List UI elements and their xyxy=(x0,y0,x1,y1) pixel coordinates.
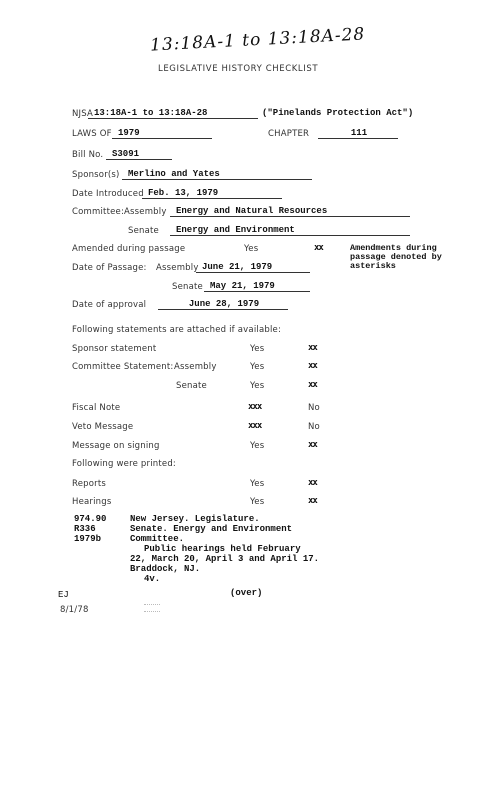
catalog-line: Braddock, NJ. xyxy=(130,564,201,574)
amended-note-1: Amendments during xyxy=(350,243,437,253)
statement-mark: No xyxy=(308,403,320,413)
call-number: 1979b xyxy=(74,534,102,544)
statement-mark: xx xyxy=(308,361,317,371)
statement-label: Fiscal Note xyxy=(72,403,121,413)
printed-mark: xx xyxy=(308,478,317,488)
footer-initials: EJ xyxy=(58,590,69,600)
catalog-line: New Jersey. Legislature. xyxy=(130,514,260,524)
printed-yes: Yes xyxy=(250,479,265,489)
njsa-label: NJSA xyxy=(72,109,94,119)
bill-label: Bill No. xyxy=(72,150,104,160)
sponsor-label: Sponsor(s) xyxy=(72,170,120,180)
statements-intro: Following statements are attached if available: xyxy=(72,325,282,335)
printed-label: Reports xyxy=(72,479,107,489)
over-note: (over) xyxy=(230,588,263,598)
catalog-line: 4v. xyxy=(144,574,161,584)
printed-mark: xx xyxy=(308,496,317,506)
statement-yes: Yes xyxy=(250,441,265,451)
statement-yes: xxx xyxy=(248,421,262,431)
call-number: 974.90 xyxy=(74,514,107,524)
printed-intro: Following were printed: xyxy=(72,459,176,469)
laws-of-label: LAWS OF xyxy=(72,129,112,139)
statement-sub: Senate xyxy=(176,381,207,391)
catalog-line: Senate. Energy and Environment xyxy=(130,524,293,534)
statement-yes: Yes xyxy=(250,344,265,354)
chapter-value: 111 xyxy=(318,128,398,139)
passage-senate-value: May 21, 1979 xyxy=(204,281,310,292)
committee-senate-label: Senate xyxy=(128,226,159,236)
page-title: LEGISLATIVE HISTORY CHECKLIST xyxy=(158,64,319,74)
footer-date: 8/1/78 xyxy=(60,605,89,615)
printed-label: Hearings xyxy=(72,497,112,507)
amended-note-2: passage denoted by xyxy=(350,252,442,262)
passage-label: Date of Passage: xyxy=(72,263,147,273)
printed-yes: Yes xyxy=(250,497,265,507)
catalog-line: 22, March 20, April 3 and April 17. xyxy=(130,554,320,564)
smudge-mark xyxy=(144,604,160,612)
statement-label: Veto Message xyxy=(72,422,134,432)
passage-assembly-value: June 21, 1979 xyxy=(196,262,310,273)
laws-of-value: 1979 xyxy=(112,128,212,139)
statement-sub: Assembly xyxy=(174,362,217,372)
chapter-label: CHAPTER xyxy=(268,129,310,139)
catalog-line: Committee. xyxy=(130,534,185,544)
statement-mark: xx xyxy=(308,440,317,450)
date-introduced-label: Date Introduced xyxy=(72,189,144,199)
statement-yes: Yes xyxy=(250,381,265,391)
amended-note-3: asterisks xyxy=(350,261,396,271)
statement-label: Message on signing xyxy=(72,441,160,451)
handwritten-title: 13:18A-1 to 13:18A-28 xyxy=(149,24,366,56)
statement-mark: No xyxy=(308,422,320,432)
approval-value: June 28, 1979 xyxy=(158,299,288,310)
statement-yes: xxx xyxy=(248,402,262,412)
committee-senate-value: Energy and Environment xyxy=(170,225,410,236)
committee-assembly-label: Assembly xyxy=(124,207,167,217)
act-name: ("Pinelands Protection Act") xyxy=(262,108,414,118)
passage-assembly-label: Assembly xyxy=(156,263,199,273)
statement-yes: Yes xyxy=(250,362,265,372)
amended-mark: xx xyxy=(314,243,323,253)
call-number: R336 xyxy=(74,524,96,534)
statement-mark: xx xyxy=(308,343,317,353)
statement-label: Committee Statement: xyxy=(72,362,174,372)
amended-label: Amended during passage xyxy=(72,244,186,254)
committee-label: Committee: xyxy=(72,207,125,217)
passage-senate-label: Senate xyxy=(172,282,203,292)
statement-label: Sponsor statement xyxy=(72,344,157,354)
njsa-value: 13:18A-1 to 13:18A-28 xyxy=(88,108,258,119)
catalog-line: Public hearings held February xyxy=(144,544,301,554)
approval-label: Date of approval xyxy=(72,300,147,310)
statement-mark: xx xyxy=(308,380,317,390)
bill-value: S3091 xyxy=(106,149,172,160)
committee-assembly-value: Energy and Natural Resources xyxy=(170,206,410,217)
date-introduced-value: Feb. 13, 1979 xyxy=(142,188,282,199)
sponsor-value: Merlino and Yates xyxy=(122,169,312,180)
amended-yes: Yes xyxy=(244,244,259,254)
